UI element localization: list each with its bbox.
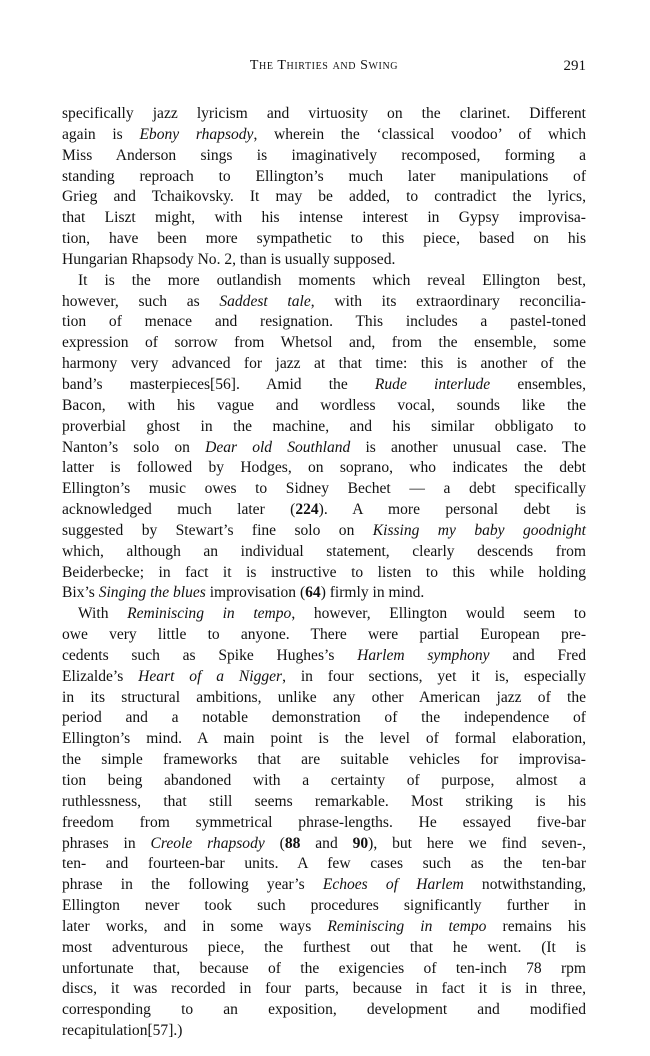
text-run: ruthlessness, that still seems remarkable. Most striking is his — [62, 792, 586, 810]
text-run: Hungarian Rhapsody No. 2, than is usually supposed. — [62, 250, 396, 268]
text-run: discs, it was recorded in four parts, because in fact it is in three, — [62, 980, 586, 998]
text-run: latter is followed by Hodges, on soprano, who indicates the debt — [62, 459, 586, 477]
text-line — [62, 563, 586, 584]
text-run: Ellington’s music owes to Sidney Bechet — a debt specifically — [62, 480, 586, 498]
text-run: Beiderbecke; in fact it is instructive to listen to this while holding — [62, 563, 586, 581]
text-run: , with its extraordinary reconcilia- — [310, 292, 586, 310]
text-line — [62, 708, 586, 729]
italic-title: Dear old Southland — [205, 438, 351, 456]
text-line — [62, 917, 586, 938]
running-head: The Thirties and Swing — [249, 58, 399, 73]
text-run: phrase in the following year’s — [62, 876, 323, 894]
italic-title: Harlem symphony — [357, 646, 490, 664]
book-page — [62, 58, 586, 1042]
text-run: acknowledged much later ( — [62, 501, 296, 519]
text-run: corresponding to an exposition, development and modified — [62, 1001, 586, 1019]
text-line — [62, 583, 586, 604]
text-run: , wherein the ‘classical voodoo’ of which — [253, 125, 586, 143]
text-line — [62, 438, 586, 459]
text-run: specifically jazz lyricism and virtuosity on the clarinet. Different — [62, 105, 586, 122]
italic-title: Kissing my baby goodnight — [372, 521, 586, 539]
text-line — [62, 688, 586, 709]
text-line — [62, 959, 586, 980]
text-run: ten- and fourteen-bar units. A few cases such as the ten-bar — [62, 855, 586, 873]
text-line — [62, 979, 586, 1000]
text-line — [62, 229, 586, 250]
text-line — [62, 417, 586, 438]
text-line — [62, 729, 586, 750]
text-line — [62, 896, 586, 917]
text-line — [62, 854, 586, 875]
text-run: band’s masterpieces[56]. Amid the — [62, 375, 375, 393]
text-line — [62, 271, 586, 292]
italic-title: Rude interlude — [374, 375, 491, 393]
text-run: Elizalde’s — [62, 667, 139, 685]
text-run: Ellington never took such procedures significantly further in — [62, 897, 586, 915]
text-line — [62, 646, 586, 667]
text-line — [62, 875, 586, 896]
text-run: ). A more personal debt is — [318, 501, 586, 519]
text-line — [62, 542, 586, 563]
text-run: Bix’s — [62, 584, 99, 602]
text-line — [62, 521, 586, 542]
text-line — [62, 396, 586, 417]
text-run: freedom from symmetrical phrase-lengths. He essayed five-bar — [62, 813, 586, 831]
text-run: , in four sections, yet it is, especially — [282, 667, 587, 685]
text-line — [62, 813, 586, 834]
text-line — [62, 333, 586, 354]
text-line — [62, 187, 586, 208]
text-line — [62, 146, 586, 167]
text-run: harmony very advanced for jazz at that time: this is another of the — [62, 355, 586, 373]
text-run: ), but here we find seven-, — [368, 834, 586, 852]
text-run: however, such as — [62, 292, 220, 310]
italic-title: Heart of a Nigger — [138, 667, 283, 685]
text-run: unfortunate that, because of the exigencies of ten-inch 78 rpm — [62, 959, 586, 977]
text-run: improvisation ( — [205, 584, 306, 602]
text-run: ( — [264, 834, 285, 852]
italic-title: Singing the blues — [98, 584, 206, 602]
text-run: It is the more outlandish moments which reveal Ellington best, — [78, 271, 586, 289]
text-run: Nanton’s solo on — [62, 438, 206, 456]
text-line — [62, 458, 586, 479]
text-run: is another unusual case. The — [350, 438, 586, 456]
italic-title: Ebony rhapsody — [139, 125, 254, 143]
italic-title: Reminiscing in tempo — [127, 605, 292, 623]
italic-title: Reminiscing in tempo — [327, 917, 487, 935]
text-run: Miss Anderson sings is imaginatively recomposed, forming a — [62, 146, 586, 164]
text-run: which, although an individual statement, clearly descends from — [62, 542, 586, 560]
text-run: phrases in — [62, 834, 151, 852]
text-run: With — [78, 605, 128, 623]
text-run: expression of sorrow from Whetsol and, from the ensemble, some — [62, 334, 586, 352]
text-run: proverbial ghost in the machine, and his similar obbligato to — [62, 417, 586, 435]
text-run: and Fred — [489, 646, 587, 664]
text-line — [62, 375, 586, 396]
text-run: that Liszt might, with his intense interest in Gypsy improvisa- — [62, 209, 586, 227]
text-line — [62, 292, 586, 313]
bold-reference: 88 — [284, 834, 301, 852]
text-line — [62, 312, 586, 333]
text-run: Grieg and Tchaikovsky. It may be added, to contradict the lyrics, — [62, 188, 586, 206]
text-line — [62, 604, 586, 625]
text-run: later works, and in some ways — [62, 917, 328, 935]
text-run: suggested by Stewart’s fine solo on — [62, 521, 373, 539]
text-run: ) firmly in mind. — [320, 584, 425, 602]
text-line — [62, 625, 586, 646]
text-run: standing reproach to Ellington’s much later manipulations of — [62, 167, 586, 185]
text-run: ensembles, — [490, 375, 586, 393]
text-line — [62, 500, 586, 521]
text-run: , however, Ellington would seem to — [291, 605, 586, 623]
text-line — [62, 771, 586, 792]
text-run: recapitulation[57].) — [62, 1022, 183, 1040]
text-line — [62, 208, 586, 229]
text-run: most adventurous piece, the furthest out that he went. (It is — [62, 938, 586, 956]
text-line — [62, 167, 586, 188]
text-run: Bacon, with his vague and wordless vocal, sounds like the — [62, 396, 586, 414]
text-run: owe very little to anyone. There were partial European pre- — [62, 626, 586, 644]
text-run: and — [300, 834, 353, 852]
text-line — [62, 667, 586, 688]
text-run: again is — [62, 125, 140, 143]
text-line — [62, 1000, 586, 1021]
text-line — [62, 750, 586, 771]
italic-title: Creole rhapsody — [150, 834, 265, 852]
text-line — [62, 1021, 586, 1042]
text-line — [62, 250, 586, 271]
text-run: tion of menace and resignation. This includes a pastel-toned — [62, 313, 586, 331]
text-run: tion, have been more sympathetic to this piece, based on his — [62, 230, 586, 248]
bold-reference: 224 — [295, 501, 319, 519]
text-line — [62, 938, 586, 959]
italic-title: Echoes of Harlem — [322, 876, 464, 894]
text-run: the simple frameworks that are suitable vehicles for improvisa- — [62, 751, 586, 769]
text-run: cedents such as Spike Hughes’s — [62, 646, 358, 664]
text-line — [62, 792, 586, 813]
text-line — [62, 834, 586, 855]
text-run: Ellington’s mind. A main point is the level of formal elaboration, — [62, 730, 586, 748]
text-run: in its structural ambitions, unlike any other American jazz of the — [62, 688, 586, 706]
text-run: period and a notable demonstration of the independence of — [62, 709, 586, 727]
bold-reference: 64 — [305, 584, 321, 602]
italic-title: Saddest tale — [219, 292, 311, 310]
page-header — [62, 58, 586, 82]
text-run: tion being abandoned with a certainty of purpose, almost a — [62, 772, 586, 789]
body-text — [62, 104, 586, 1042]
text-line — [62, 125, 586, 146]
text-line — [62, 104, 586, 125]
bold-reference: 90 — [352, 834, 369, 852]
text-run: notwithstanding, — [463, 876, 586, 894]
text-line — [62, 479, 586, 500]
page-number: 291 — [563, 58, 586, 74]
text-line — [62, 354, 586, 375]
text-run: remains his — [486, 917, 586, 935]
